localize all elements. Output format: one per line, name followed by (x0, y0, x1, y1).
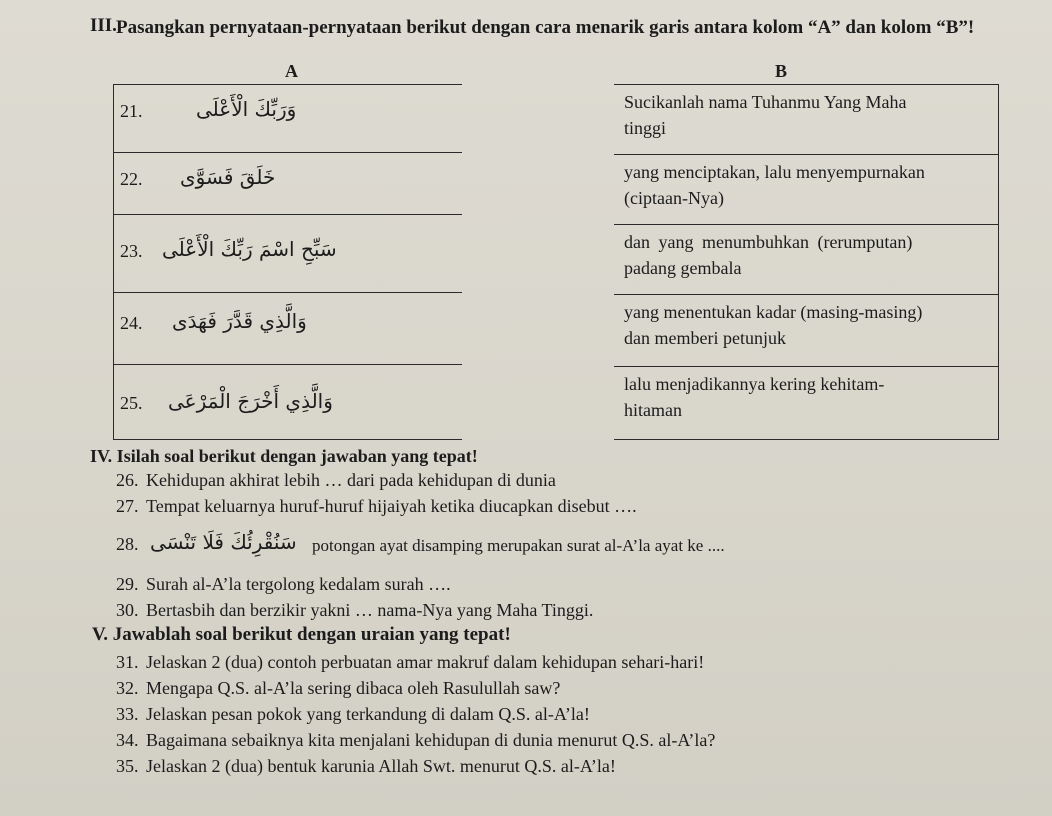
column-a-row[interactable] (114, 365, 462, 439)
question-number: 31. (116, 652, 139, 672)
column-a-row[interactable] (114, 215, 462, 293)
column-b-row[interactable] (614, 225, 998, 295)
column-b-row[interactable] (614, 155, 998, 225)
section5-heading: V. Jawablah soal berikut dengan uraian yang tepat! (92, 624, 511, 645)
statement-line: padang gembala (624, 258, 742, 278)
arabic-verse: وَالَّذِي قَدَّرَ فَهَدَى (172, 309, 307, 333)
column-a-header: A (285, 61, 298, 81)
statement-line: dan memberi petunjuk (624, 328, 786, 348)
question-number: 34. (116, 730, 139, 750)
arabic-verse: سَبِّحِ اسْمَ رَبِّكَ الْأَعْلَى (162, 237, 337, 261)
statement-line: lalu menjadikannya kering kehitam- (624, 374, 885, 394)
column-b-row[interactable] (614, 85, 998, 155)
question-number: 26. (116, 470, 139, 490)
section3-number: III. (90, 15, 117, 36)
arabic-verse: خَلَقَ فَسَوَّى (180, 165, 276, 189)
question-text: Jelaskan pesan pokok yang terkandung di dalam Q.S. al-A’la! (146, 704, 590, 724)
question-text: Mengapa Q.S. al-A’la sering dibaca oleh Rasulullah saw? (146, 678, 561, 698)
column-a-table (113, 84, 462, 440)
question-text: Bertasbih dan berzikir yakni … nama-Nya yang Maha Tinggi. (146, 600, 594, 620)
column-b-table (614, 84, 999, 440)
question-text: Jelaskan 2 (dua) contoh perbuatan amar makruf dalam kehidupan sehari-hari! (146, 652, 705, 672)
question-number: 33. (116, 704, 139, 724)
statement-line: yang menentukan kadar (masing-masing) (624, 302, 923, 322)
row-number: 23. (120, 241, 143, 261)
column-a-row[interactable] (114, 293, 462, 365)
statement-line: hitaman (624, 400, 682, 420)
statement-line: dan yang menumbuhkan (rerumputan) (624, 232, 913, 252)
row-number: 24. (120, 313, 143, 333)
column-b-row[interactable] (614, 367, 998, 439)
question-text: Jelaskan 2 (dua) bentuk karunia Allah Swt. menurut Q.S. al-A’la! (146, 756, 616, 776)
arabic-verse: وَالَّذِي أَخْرَجَ الْمَرْعَى (168, 389, 333, 413)
question-text: Kehidupan akhirat lebih … dari pada kehidupan di dunia (146, 470, 556, 490)
row-number: 25. (120, 393, 143, 413)
statement-line: tinggi (624, 118, 667, 138)
arabic-verse: سَنُقْرِئُكَ فَلَا تَنْسَى (150, 530, 297, 554)
question-text: Tempat keluarnya huruf-huruf hijaiyah ketika diucapkan disebut …. (146, 496, 637, 516)
question-number: 27. (116, 496, 139, 516)
question-number: 32. (116, 678, 139, 698)
statement-line: (ciptaan-Nya) (624, 188, 724, 208)
question-number: 35. (116, 756, 139, 776)
question-text: potongan ayat disamping merupakan surat al-A’la ayat ke .... (312, 536, 725, 555)
question-text: Surah al-A’la tergolong kedalam surah …. (146, 574, 451, 594)
section4-heading: IV. Isilah soal berikut dengan jawaban yang tepat! (90, 446, 478, 466)
question-text: Bagaimana sebaiknya kita menjalani kehidupan di dunia menurut Q.S. al-A’la? (146, 730, 716, 750)
column-b-header: B (775, 61, 788, 81)
column-a-row[interactable] (114, 85, 462, 153)
statement-line: Sucikanlah nama Tuhanmu Yang Maha (624, 92, 907, 112)
question-number: 28. (116, 534, 139, 554)
question-number: 30. (116, 600, 139, 620)
column-a-row[interactable] (114, 153, 462, 215)
arabic-verse: وَرَبِّكَ الْأَعْلَى (196, 97, 297, 121)
statement-line: yang menciptakan, lalu menyempurnakan (624, 162, 925, 182)
section3-instruction: Pasangkan pernyataan-pernyataan berikut dengan cara menarik garis antara kolom “A” dan kolom “B”! (116, 17, 975, 38)
row-number: 22. (120, 169, 143, 189)
column-b-row[interactable] (614, 295, 998, 367)
row-number: 21. (120, 101, 143, 121)
question-number: 29. (116, 574, 139, 594)
